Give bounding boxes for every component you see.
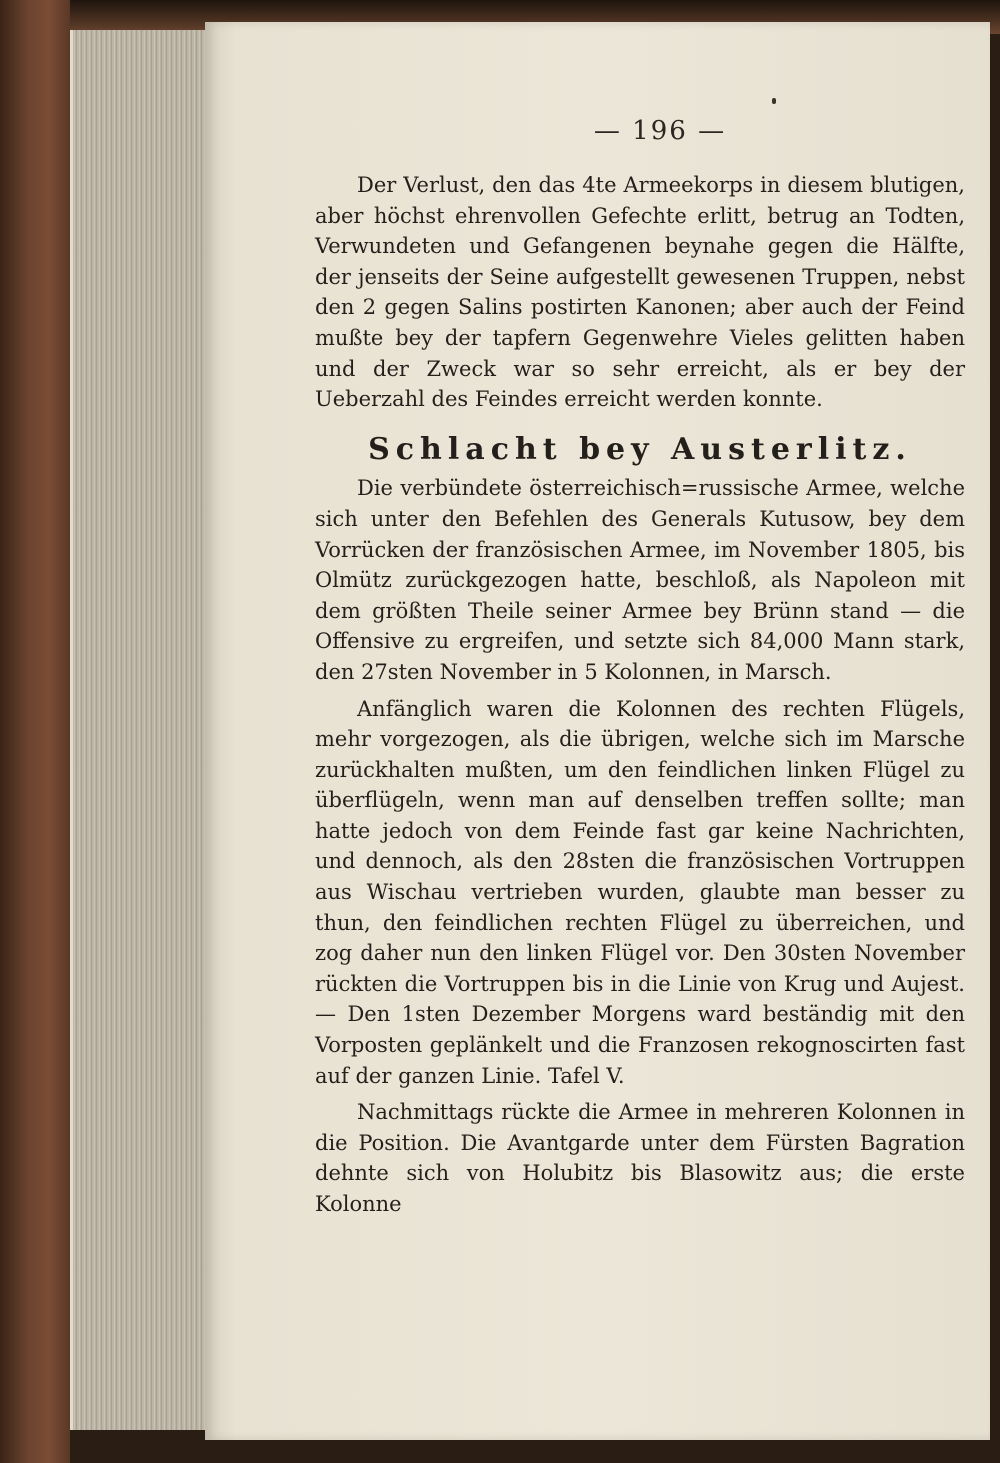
page-edges <box>70 30 223 1430</box>
page-text <box>315 170 965 1220</box>
paragraph: Die verbündete österreichisch=russische Armee, welche sich unter den Befehlen des Generals Kutusow, bey dem Vorrücken der französischen Armee, im November 1805, bis Olmütz zurückgezogen hatte, beschloß, als Napoleon mit dem größten Theile seiner Armee bey Brünn stand — die Offensive zu ergreifen, und setzte sich 84,000 Mann stark, den 27sten November in 5 Kolonnen, in Marsch. <box>315 476 965 684</box>
paragraph: Nachmittags rückte die Armee in mehreren Kolonnen in die Position. Die Avantgarde unter dem Fürsten Bagration dehnte sich von Holubitz bis Blasowitz aus; die erste Kolonne <box>315 1100 965 1216</box>
section-heading: Schlacht bey Austerlitz. <box>368 431 912 467</box>
page-number: — 196 — <box>593 116 727 146</box>
paragraph: Anfänglich waren die Kolonnen des rechten Flügels, mehr vorgezogen, als die übrigen, welche sich im Marsche zurückhalten mußten, um den feindlichen linken Flügel zu überflügeln, wenn man auf denselben treffen sollte; man hatte jedoch von dem Feinde fast gar keine Nachrichten, und dennoch, als den 28sten die französischen Vortruppen aus Wischau vertrieben wurden, glaubte man besser zu thun, den feindlichen rechten Flügel zu überreichen, und zog daher nun den linken Flügel vor. Den 30sten November rückten die Vortruppen bis in die Linie von Krug und Aujest. — Den 1sten Dezember Morgens ward beständig mit den Vorposten geplänkelt und die Franzosen rekognoscirten fast auf der ganzen Linie. Tafel V. <box>315 696 965 1088</box>
book-cover-left <box>0 0 70 1463</box>
ink-mark <box>772 98 776 104</box>
paragraph: Der Verlust, den das 4te Armeekorps in diesem blutigen, aber höchst ehrenvollen Gefechte erlitt, betrug an Todten, Verwundeten und Gefangenen beynahe gegen die Hälfte, der jenseits der Seine aufgestellt gewesenen Truppen, nebst den 2 gegen Salins postirten Kanonen; aber auch der Feind mußte bey der tapfern Gegenwehre Vieles gelitten haben und der Zweck war so sehr erreicht, als er bey der Ueberzahl des Feindes erreicht werden konnte. <box>315 173 965 412</box>
